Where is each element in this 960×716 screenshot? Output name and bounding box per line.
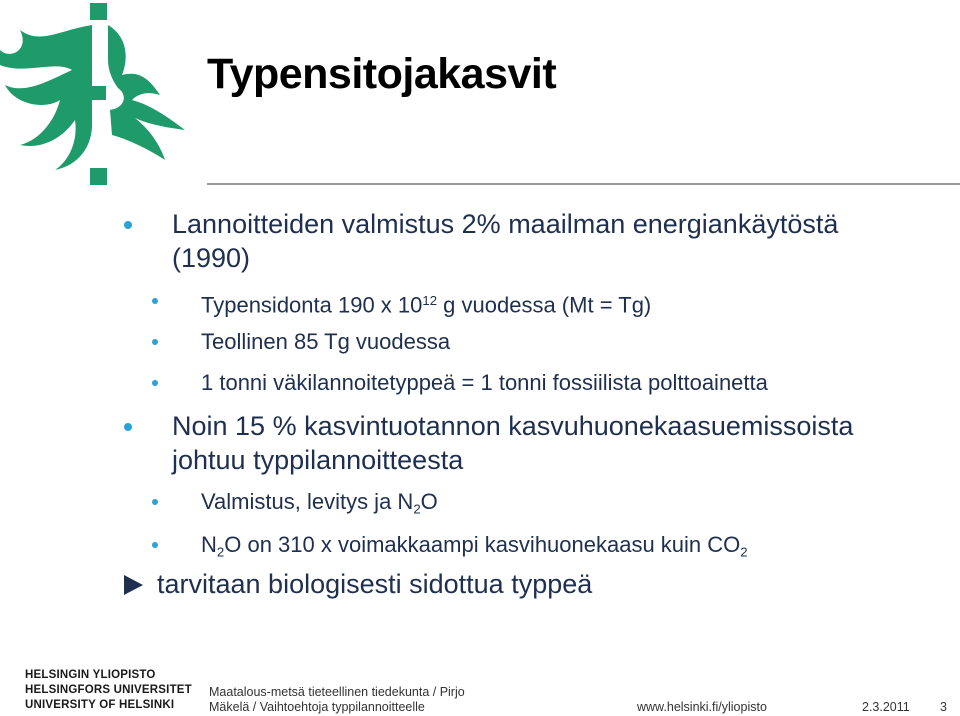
footer-date: 2.3.2011	[862, 700, 910, 714]
university-name-en: UNIVERSITY OF HELSINKI	[25, 699, 175, 711]
superscript: 12	[422, 293, 438, 308]
sub-bullet-production	[201, 487, 438, 525]
bullet-dot-icon	[152, 380, 158, 386]
bullet-text: N	[201, 532, 217, 557]
sub-bullet-industrial	[201, 327, 450, 357]
subscript: 2	[413, 501, 421, 517]
bullet-text: Teollinen 85 Tg vuodessa	[201, 329, 451, 354]
title-divider	[207, 183, 960, 185]
footer-faculty: Maatalous-metsä tieteellinen tiedekunta / Pirjo	[209, 685, 465, 699]
bullet-emissions-cont	[172, 442, 463, 478]
bullet-text: g vuodessa (Mt = Tg)	[437, 292, 652, 318]
bullet-fertilizer-energy-cont	[172, 240, 250, 276]
bullet-text: Lannoitteiden valmistus 2% maailman energiankäytöstä	[172, 209, 839, 239]
bullet-dot-icon	[152, 339, 158, 345]
bullet-dot-icon	[124, 423, 132, 431]
subscript: 2	[216, 544, 225, 560]
conclusion-line	[124, 566, 592, 602]
sub-bullet-n2o-potency	[201, 530, 748, 568]
university-name-fi: HELSINGIN YLIOPISTO	[25, 669, 156, 681]
bullet-text: Valmistus, levitys ja N	[201, 489, 414, 514]
bullet-dot-icon	[124, 221, 132, 229]
bullet-text: O	[420, 489, 438, 514]
helsinki-flame-logo-icon	[0, 0, 205, 190]
bullet-text: 1 tonni väkilannoitetyppeä = 1 tonni fossiilista polttoainetta	[201, 370, 768, 395]
sub-bullet-nitrogen-fixation	[201, 286, 651, 320]
subscript: 2	[740, 544, 748, 560]
bullet-text: (1990)	[172, 243, 251, 273]
sub-bullet-tonne-equivalence	[201, 368, 768, 398]
bullet-fertilizer-energy	[172, 206, 838, 242]
bullet-text: Noin 15 % kasvintuotannon kasvuhuonekaasuemissoista	[172, 411, 854, 441]
university-name-sv: HELSINGFORS UNIVERSITET	[25, 684, 192, 696]
conclusion-text: tarvitaan biologisesti sidottua typpeä	[157, 569, 593, 599]
footer-author: Mäkelä / Vaihtoehtoja typpilannoitteelle	[209, 700, 425, 714]
bullet-text: johtuu typpilannoitteesta	[172, 445, 464, 475]
bullet-emissions	[172, 408, 853, 444]
bullet-text: O on 310 x voimakkaampi kasvihuonekaasu kuin CO	[224, 532, 741, 557]
arrow-right-icon	[124, 575, 143, 595]
slide-title: Typensitojakasvit	[207, 50, 557, 98]
bullet-dot-icon	[152, 298, 158, 304]
bullet-dot-icon	[152, 499, 158, 505]
footer-url: www.helsinki.fi/yliopisto	[637, 700, 767, 714]
page-number: 3	[940, 700, 947, 714]
bullet-dot-icon	[152, 542, 158, 548]
slide-footer	[0, 660, 960, 716]
bullet-text: Typensidonta 190 x 10	[201, 292, 423, 318]
